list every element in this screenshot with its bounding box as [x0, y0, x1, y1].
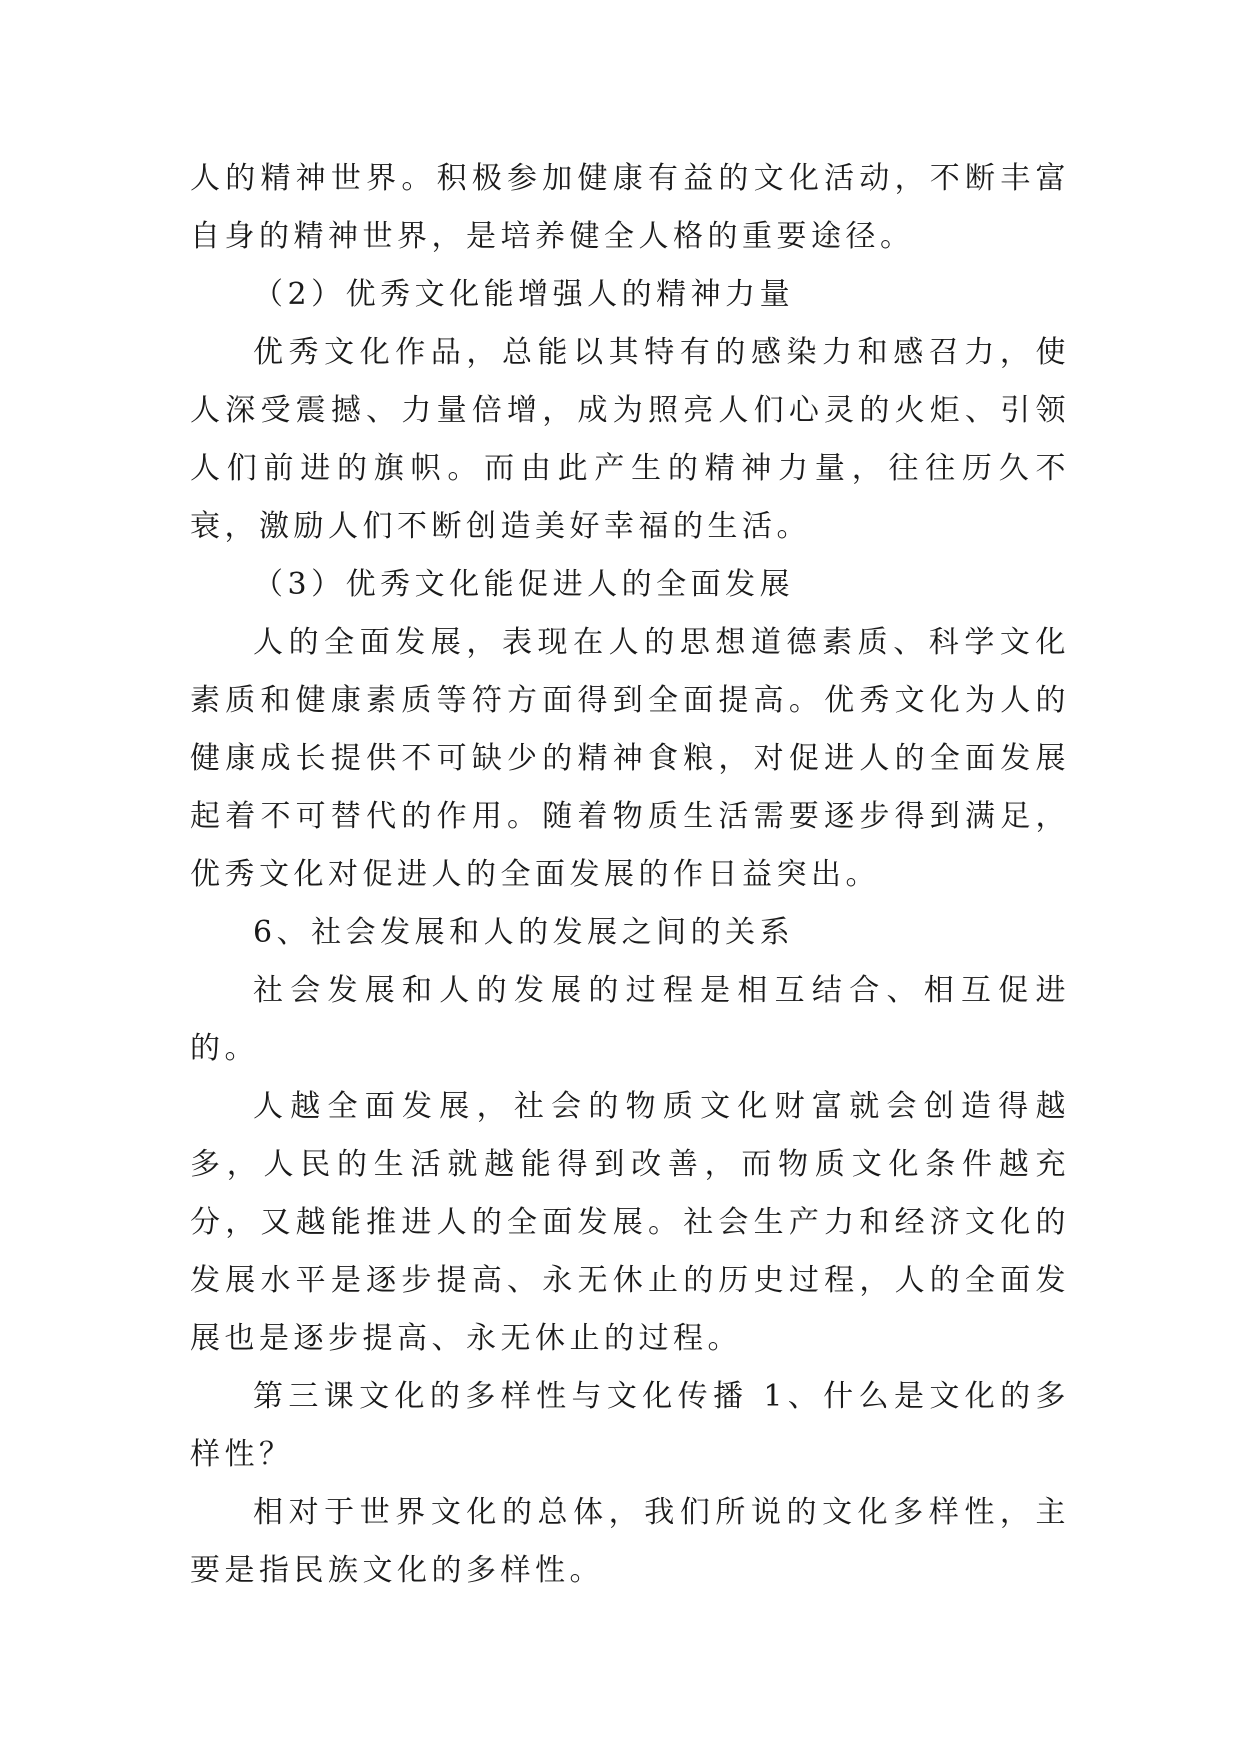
paragraph: 社会发展和人的发展的过程是相互结合、相互促进的。 [190, 973, 1070, 1066]
paragraph-continued: 人的精神世界。积极参加健康有益的文化活动，不断丰富自身的精神世界，是培养健全人格的重要途径。 [190, 161, 1070, 254]
document-body [190, 150, 1070, 1600]
paragraph: 相对于世界文化的总体，我们所说的文化多样性，主要是指民族文化的多样性。 [190, 1495, 1070, 1588]
paragraph: 优秀文化作品，总能以其特有的感染力和感召力，使人深受震撼、力量倍增，成为照亮人们心灵的火炬、引领人们前进的旗帜。而由此产生的精神力量，往往历久不衰，激励人们不断创造美好幸福的生活。 [190, 335, 1070, 544]
paragraph: 人的全面发展，表现在人的思想道德素质、科学文化素质和健康素质等符方面得到全面提高。优秀文化为人的健康成长提供不可缺少的精神食粮，对促进人的全面发展起着不可替代的作用。随着物质生活需要逐步得到满足，优秀文化对促进人的全面发展的作日益突出。 [190, 625, 1070, 892]
section-heading-6: 6、社会发展和人的发展之间的关系 [253, 915, 795, 950]
section-heading-3: （3）优秀文化能促进人的全面发展 [253, 567, 795, 602]
paragraph-lesson-title: 第三课文化的多样性与文化传播 1、什么是文化的多样性？ [190, 1379, 1070, 1472]
section-heading-2: （2）优秀文化能增强人的精神力量 [253, 277, 795, 312]
paragraph: 人越全面发展，社会的物质文化财富就会创造得越多，人民的生活就越能得到改善，而物质文化条件越充分，又越能推进人的全面发展。社会生产力和经济文化的发展水平是逐步提高、永无休止的历史过程，人的全面发展也是逐步提高、永无休止的过程。 [190, 1089, 1070, 1356]
